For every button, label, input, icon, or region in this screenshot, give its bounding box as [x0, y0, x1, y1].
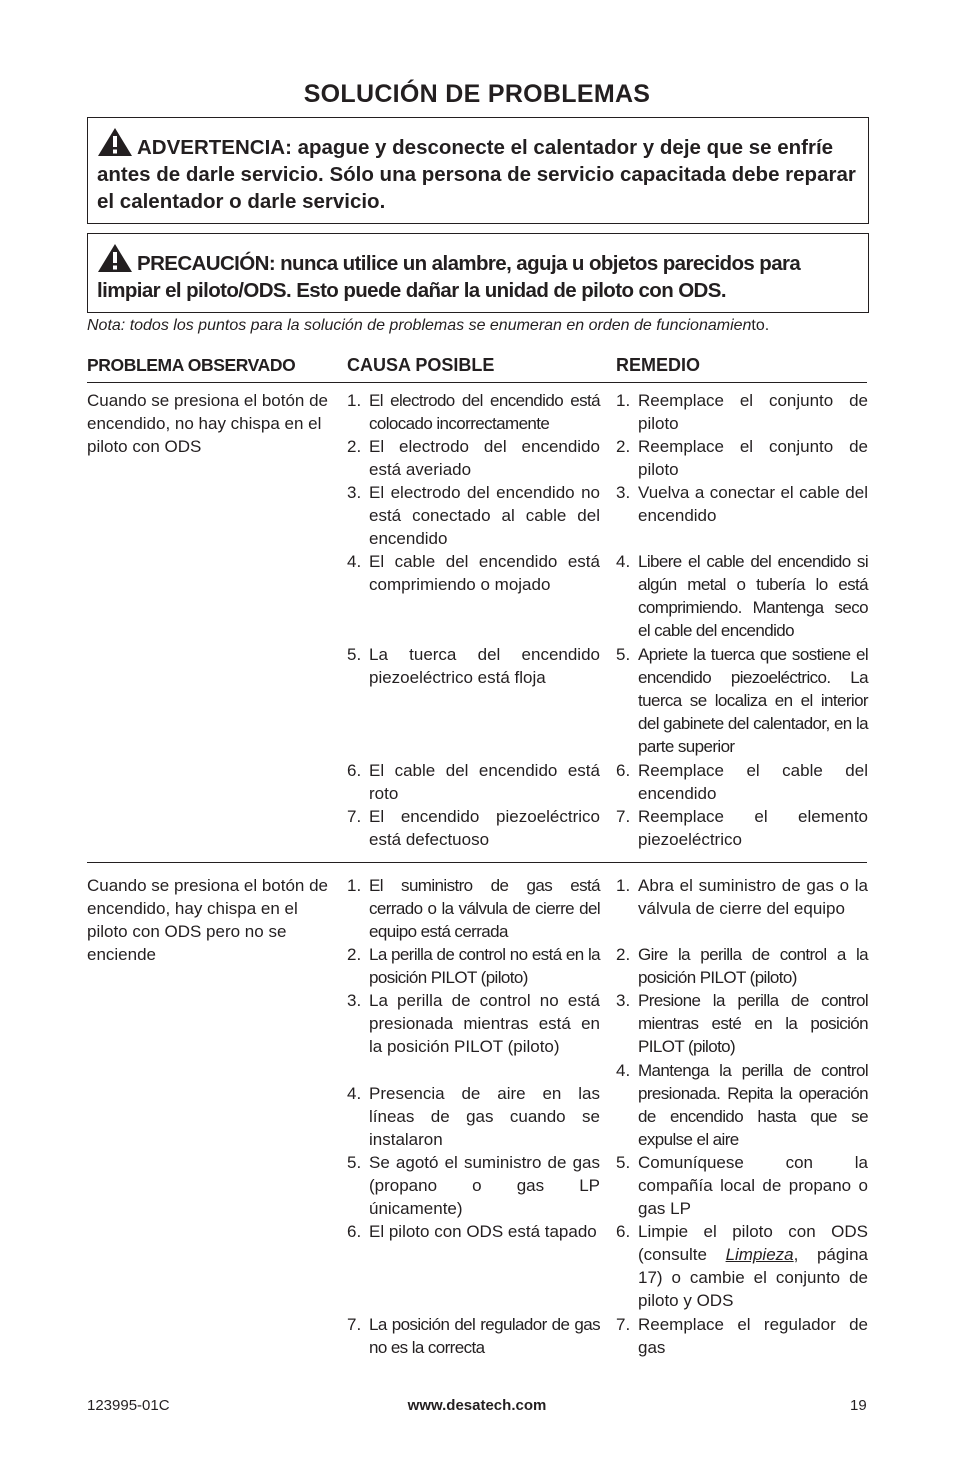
cause-item [347, 643, 600, 689]
item-text: Gire la perilla de control a la posición PILOT (piloto) [638, 945, 868, 988]
item-text: Limpie el piloto con ODS (consulte [638, 1222, 868, 1265]
cause-item [347, 1151, 600, 1220]
item-text: Reemplace el regulador de gas [638, 1315, 868, 1358]
item-text: Reemplace el elemento piezoeléctrico [638, 807, 868, 850]
website-link[interactable]: www.desatech.com [407, 1397, 547, 1414]
remedy-item [616, 874, 868, 920]
cause-item [347, 389, 600, 435]
doc-number: 123995-01C [87, 1397, 170, 1414]
item-number: 3. [347, 991, 362, 1010]
header-cause: CAUSA POSIBLE [347, 355, 495, 375]
limpieza-link[interactable]: Limpieza [725, 1245, 794, 1265]
item-text: Reemplace el conjunto de piloto [638, 391, 868, 434]
item-text: Comuníquese con la compañía local de propano o gas LP [638, 1153, 868, 1219]
item-text: , página 17) o cambie el conjunto de piloto y ODS [638, 1245, 868, 1311]
item-text: El cable del encendido está roto [369, 761, 600, 804]
item-text: La perilla de control no está presionada mientras está en la posición PILOT (piloto) [369, 991, 600, 1057]
item-number: 3. [347, 483, 362, 502]
item-number: 7. [616, 807, 631, 826]
item-text: El encendido piezoeléctrico está defectuoso [369, 807, 600, 850]
item-number: 4. [616, 552, 631, 571]
item-text: Reemplace el conjunto de piloto [638, 437, 868, 480]
cause-item [347, 805, 600, 851]
item-number: 7. [616, 1315, 631, 1334]
item-number: 1. [616, 876, 631, 895]
item-text: La perilla de control no está en la posición PILOT (piloto) [369, 945, 600, 988]
cause-item [347, 481, 600, 550]
item-number: 7. [347, 1315, 362, 1334]
item-text: Presencia de aire en las líneas de gas cuando se instalaron [369, 1084, 600, 1150]
item-number: 2. [347, 437, 362, 456]
item-text: Abra el suministro de gas o la válvula de cierre del equipo [638, 876, 868, 919]
item-number: 6. [616, 761, 631, 780]
header-rule [87, 382, 867, 383]
page-title: SOLUCIÓN DE PROBLEMAS [303, 80, 651, 108]
item-number: 4. [347, 552, 362, 571]
item-number: 7. [347, 807, 362, 826]
item-number: 1. [616, 391, 631, 410]
cause-item [347, 550, 600, 596]
item-number: 6. [616, 1222, 631, 1241]
caution-text: PRECAUCIÓN: nunca utilice un alambre, aguja u objetos parecidos para limpiar el piloto/ODS. Esto puede dañar la unidad de piloto con ODS. [97, 252, 801, 302]
item-number: 4. [347, 1084, 362, 1103]
caution-triangle-icon [97, 243, 133, 273]
header-remedy: REMEDIO [616, 355, 701, 375]
item-number: 2. [347, 945, 362, 964]
remedy-item [616, 1313, 868, 1359]
remedy-item [616, 989, 868, 1058]
item-number: 5. [616, 645, 631, 664]
cause-item [347, 874, 600, 943]
page-number: 19 [850, 1397, 867, 1414]
note-italic-text: Nota: todos los puntos para la solución de problemas se enumeran en orden de funcionamien [87, 317, 752, 334]
item-number: 3. [616, 991, 631, 1010]
remedy-item [616, 805, 868, 851]
remedy-item [616, 1151, 868, 1220]
item-number: 1. [347, 876, 362, 895]
cause-item [347, 435, 600, 481]
item-number: 6. [347, 761, 362, 780]
item-text: El electrodo del encendido no está conectado al cable del encendido [369, 483, 600, 549]
remedy-item [616, 435, 868, 481]
cause-item [347, 1313, 600, 1359]
header-problem: PROBLEMA OBSERVADO [87, 355, 296, 375]
remedy-item [616, 643, 868, 758]
remedy-item [616, 1059, 868, 1151]
item-text: El electrodo del encendido está colocado incorrectamente [369, 391, 600, 434]
item-text: Libere el cable del encendido si algún metal o tubería lo está comprimiendo. Mantenga seco el cable del encendido [638, 552, 868, 641]
cause-item [347, 943, 600, 989]
item-number: 5. [616, 1153, 631, 1172]
item-number: 5. [347, 645, 362, 664]
item-text: Vuelva a conectar el cable del encendido [638, 483, 868, 526]
item-text: El suministro de gas está cerrado o la válvula de cierre del equipo está cerrada [369, 876, 600, 942]
section-divider [87, 862, 867, 863]
order-note [87, 317, 769, 335]
warning-box [87, 117, 869, 224]
warning-text: ADVERTENCIA: apague y desconecte el calentador y deje que se enfríe antes de darle servicio. Sólo una persona de servicio capacitada debe reparar el calentador o darle servicio. [97, 136, 856, 213]
remedy-item [616, 389, 868, 435]
item-number: 5. [347, 1153, 362, 1172]
item-number: 2. [616, 945, 631, 964]
item-text: Apriete la tuerca que sostiene el encendido piezoeléctrico. La tuerca se localiza en el interior del gabinete del calentador, en la parte superior [638, 645, 868, 757]
item-text: Presione la perilla de control mientras esté en la posición PILOT (piloto) [638, 991, 868, 1057]
item-text: El piloto con ODS está tapado [369, 1222, 597, 1241]
item-number: 2. [616, 437, 631, 456]
item-text: Se agotó el suministro de gas (propano o gas LP únicamente) [369, 1153, 600, 1219]
remedy-item [616, 943, 868, 989]
remedy-item [616, 481, 868, 527]
cause-item [347, 759, 600, 805]
remedy-item [616, 550, 868, 642]
item-text: La tuerca del encendido piezoeléctrico está floja [369, 645, 600, 688]
problem-text: Cuando se presiona el botón de encendido, no hay chispa en el piloto con ODS [87, 391, 329, 456]
note-tail-text: to. [751, 317, 770, 334]
remedy-item [616, 759, 868, 805]
item-number: 1. [347, 391, 362, 410]
cause-item [347, 1220, 600, 1243]
remedy-item [616, 1220, 868, 1312]
item-number: 4. [616, 1061, 631, 1080]
item-number: 3. [616, 483, 631, 502]
item-text: Reemplace el cable del encendido [638, 761, 868, 804]
warning-triangle-icon [97, 127, 133, 157]
problem-text: Cuando se presiona el botón de encendido, hay chispa en el piloto con ODS pero no se enciende [87, 876, 329, 964]
item-text: El cable del encendido está comprimiendo o mojado [369, 552, 600, 595]
item-text: Mantenga la perilla de control presionada. Repita la operación de encendido hasta que se expulse el aire [638, 1061, 868, 1150]
item-number: 6. [347, 1222, 362, 1241]
cause-item [347, 1082, 600, 1151]
item-text: El electrodo del encendido está averiado [369, 437, 600, 480]
item-text: La posición del regulador de gas no es la correcta [369, 1315, 600, 1358]
cause-item [347, 989, 600, 1058]
caution-box [87, 233, 869, 313]
